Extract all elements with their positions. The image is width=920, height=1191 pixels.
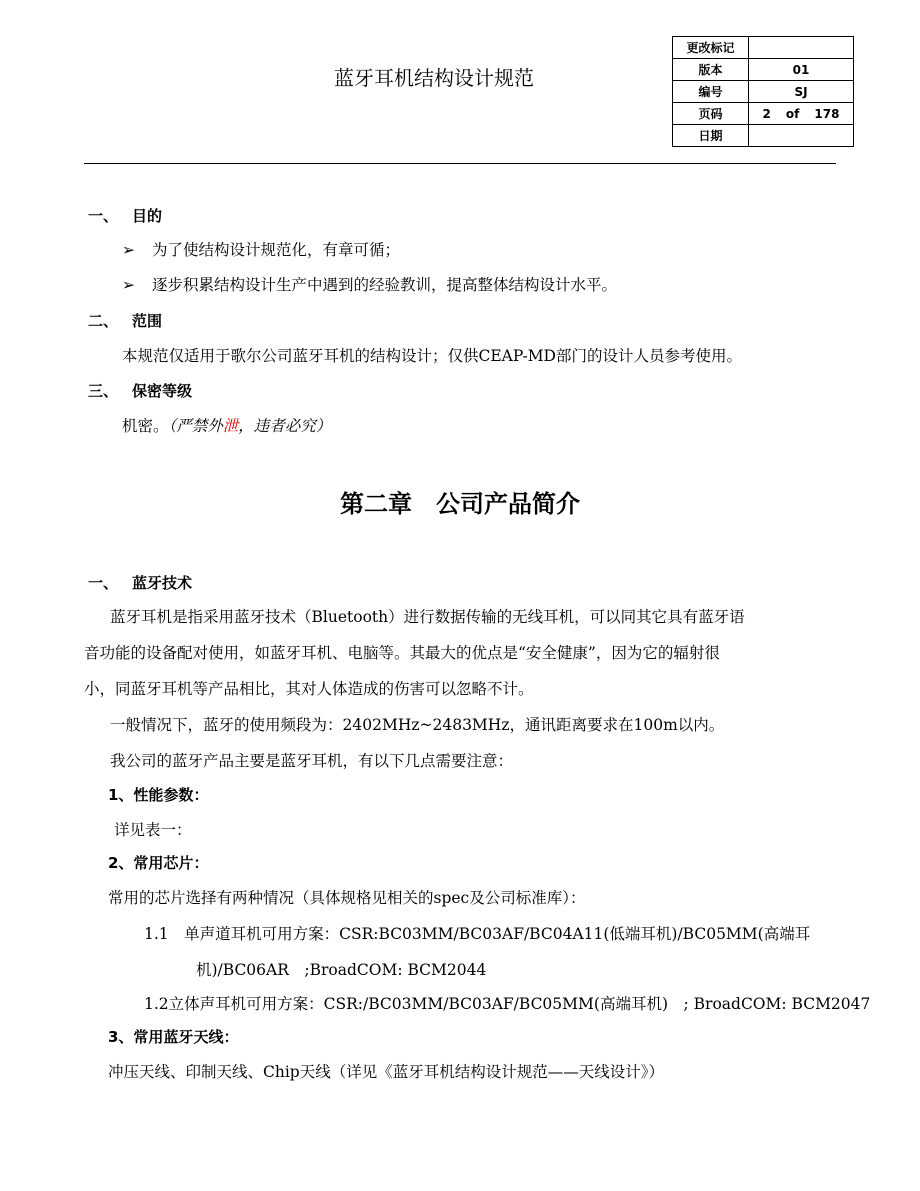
bluetooth-heading xyxy=(88,572,192,593)
confidentiality-heading-text: 保密等级 xyxy=(132,382,193,400)
confidentiality-text xyxy=(122,414,331,436)
bluetooth-para2: 一般情况下，蓝牙的使用频段为：2402MHz~2483MHz，通讯距离要求在100m以内。 xyxy=(110,716,725,734)
document-title: 蓝牙耳机结构设计规范 xyxy=(334,66,534,90)
bluetooth-para1-line2: 音功能的设备配对使用，如蓝牙耳机、电脑等。其最大的优点是“安全健康”，因为它的辐射很 xyxy=(84,644,720,662)
list-item xyxy=(122,273,617,295)
table-row xyxy=(673,125,854,147)
bluetooth-para1-line1: 蓝牙耳机是指采用蓝牙技术（Bluetooth）进行数据传输的无线耳机，可以同其它具有蓝牙语 xyxy=(110,608,745,626)
revision-table xyxy=(672,36,854,147)
table-row xyxy=(673,59,854,81)
performance-heading: 1、性能参数： xyxy=(108,786,209,804)
confidentiality-level: 机密。 xyxy=(122,417,169,435)
purpose-heading-text: 目的 xyxy=(132,207,163,225)
version-label: 版本 xyxy=(673,59,749,81)
change-mark-label: 更改标记 xyxy=(673,37,749,59)
scope-text: 本规范仅适用于歌尔公司蓝牙耳机的结构设计；仅供CEAP-MD部门的设计人员参考使用。 xyxy=(122,347,742,365)
confidentiality-note-b: ，违者必究） xyxy=(238,417,332,435)
purpose-bullet-2: 逐步积累结构设计生产中遇到的经验教训，提高整体结构设计水平。 xyxy=(152,276,618,294)
confidentiality-note-red: 泄 xyxy=(222,417,239,435)
table-row xyxy=(673,37,854,59)
number-value: SJ xyxy=(749,81,854,103)
page-value xyxy=(749,103,854,125)
page-total: 178 xyxy=(814,106,840,121)
confidentiality-heading-number: 三、 xyxy=(88,382,119,400)
change-mark-value xyxy=(749,37,854,59)
antenna-heading: 3、常用蓝牙天线： xyxy=(108,1028,239,1046)
bluetooth-para3: 我公司的蓝牙产品主要是蓝牙耳机，有以下几点需要注意： xyxy=(110,752,514,770)
number-label: 编号 xyxy=(673,81,749,103)
purpose-bullet-1: 为了使结构设计规范化，有章可循； xyxy=(152,241,401,259)
purpose-heading-number: 一、 xyxy=(88,207,119,225)
chip-text: 常用的芯片选择有两种情况（具体规格见相关的spec及公司标准库）： xyxy=(108,889,586,907)
chip-mono-line2: 机)/BC06AR ;BroadCOM: BCM2044 xyxy=(196,961,487,979)
page-of: of xyxy=(785,106,800,121)
chapter-title: 第二章 公司产品简介 xyxy=(340,490,580,518)
list-item xyxy=(122,238,400,260)
date-value xyxy=(749,125,854,147)
confidentiality-note-a: （严禁外 xyxy=(168,417,223,435)
scope-heading-text: 范围 xyxy=(132,312,163,330)
page-label: 页码 xyxy=(673,103,749,125)
confidentiality-heading xyxy=(88,380,192,401)
antenna-text: 冲压天线、印制天线、Chip天线（详见《蓝牙耳机结构设计规范——天线设计》） xyxy=(108,1063,664,1081)
purpose-heading xyxy=(88,205,162,226)
bluetooth-heading-text: 蓝牙技术 xyxy=(132,574,193,592)
table-row xyxy=(673,81,854,103)
scope-heading-number: 二、 xyxy=(88,312,119,330)
scope-heading xyxy=(88,310,162,331)
bluetooth-para1-line3: 小，同蓝牙耳机等产品相比，其对人体造成的伤害可以忽略不计。 xyxy=(84,680,534,698)
chip-heading: 2、常用芯片： xyxy=(108,854,209,872)
chip-stereo: 1.2立体声耳机可用方案：CSR:/BC03MM/BC03AF/BC05MM(高端耳机) ; BroadCOM: BCM2047 xyxy=(144,995,871,1013)
header-divider xyxy=(84,163,836,164)
arrow-bullet-icon: ➢ xyxy=(122,276,135,294)
version-value: 01 xyxy=(749,59,854,81)
arrow-bullet-icon: ➢ xyxy=(122,241,135,259)
performance-text: 详见表一： xyxy=(114,821,192,839)
page-current: 2 xyxy=(762,106,771,121)
date-label: 日期 xyxy=(673,125,749,147)
bluetooth-heading-number: 一、 xyxy=(88,574,119,592)
table-row xyxy=(673,103,854,125)
chip-mono-line1: 1.1 单声道耳机可用方案：CSR:BC03MM/BC03AF/BC04A11(低端耳机)/BC05MM(高端耳 xyxy=(144,925,811,943)
